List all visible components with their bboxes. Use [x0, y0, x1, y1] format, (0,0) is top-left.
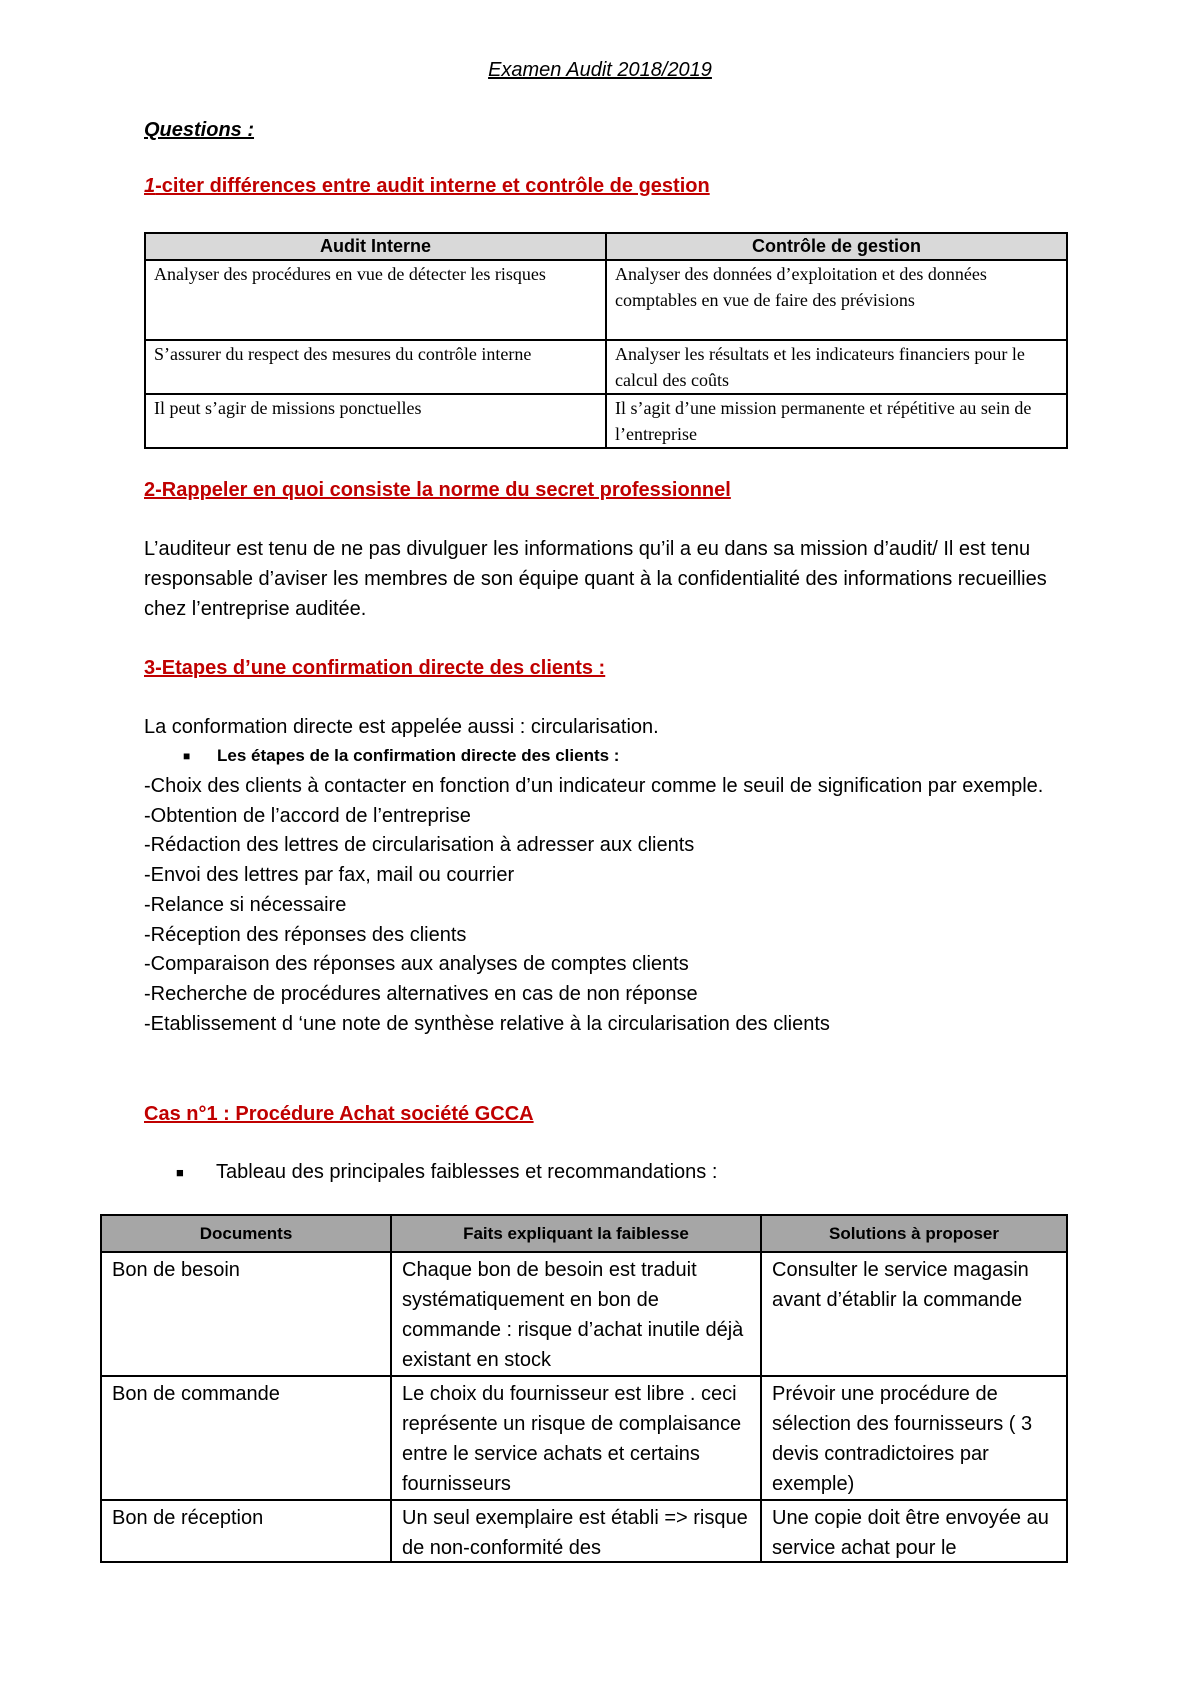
- table-header: Audit Interne: [145, 233, 606, 260]
- question-1-heading: [144, 172, 710, 200]
- list-item: -Relance si nécessaire: [144, 893, 347, 916]
- question-3-intro: La conformation directe est appelée aussi : circularisation.: [144, 716, 659, 738]
- table-cell: Consulter le service magasin avant d’établir la commande: [761, 1252, 1067, 1376]
- list-item: -Choix des clients à contacter en fonction d’un indicateur comme le seuil de signification par exemple.: [144, 775, 1044, 797]
- table-cell: Chaque bon de besoin est traduit systématiquement en bon de commande : risque d’achat inutile déjà existant en stock: [391, 1252, 761, 1376]
- table-cell: [761, 1500, 1067, 1562]
- question-1-number: 1: [144, 175, 156, 197]
- list-item: -Obtention de l’accord de l’entreprise: [144, 804, 471, 827]
- table-cell: S’assurer du respect des mesures du contrôle interne: [145, 340, 606, 394]
- table-header: Faits expliquant la faiblesse: [391, 1215, 761, 1252]
- cell-text: Bon de réception: [112, 1507, 264, 1529]
- table-cell: [391, 1500, 761, 1562]
- table-cell: Il peut s’agir de missions ponctuelles: [145, 394, 606, 448]
- question-2-answer: L’auditeur est tenu de ne pas divulguer les informations qu’il a eu dans sa mission d’audit/ Il est tenu responsable d’aviser les membres de son équipe quant à la confidentialité des informations recueillies chez l’entreprise auditée.: [144, 538, 1047, 620]
- case-1-bullet-text: Tableau des principales faiblesses et recommandations :: [216, 1161, 718, 1183]
- question-3-heading: 3-Etapes d’une confirmation directe des clients :: [144, 657, 606, 679]
- table-row: [145, 260, 1067, 340]
- table-header: Solutions à proposer: [761, 1215, 1067, 1252]
- bullet-square-icon: ■: [176, 1164, 184, 1180]
- cell-text: Une copie doit être envoyée au service achat pour le: [772, 1507, 1049, 1559]
- audit-vs-control-table: [144, 232, 1068, 449]
- list-item: -Réception des réponses des clients: [144, 923, 467, 946]
- weaknesses-recommendations-table: [100, 1214, 1068, 1563]
- list-item: -Rédaction des lettres de circularisation à adresser aux clients: [144, 834, 695, 857]
- table-header: Contrôle de gestion: [606, 233, 1067, 260]
- case-1-bullet: [176, 1157, 717, 1188]
- table-cell: Il s’agit d’une mission permanente et répétitive au sein de l’entreprise: [606, 394, 1067, 448]
- table-row: [101, 1252, 1067, 1376]
- table-row: [145, 394, 1067, 448]
- table-cell: Prévoir une procédure de sélection des fournisseurs ( 3 devis contradictoires par exemple): [761, 1376, 1067, 1500]
- confirmation-steps-list: [144, 772, 1064, 1039]
- case-1-heading: Cas n°1 : Procédure Achat société GCCA: [144, 1103, 534, 1125]
- table-row: [101, 1500, 1067, 1562]
- bullet-square-icon: ■: [183, 749, 191, 763]
- table-cell: Analyser les résultats et les indicateurs financiers pour le calcul des coûts: [606, 340, 1067, 394]
- table-cell: [101, 1500, 391, 1562]
- document-title: Examen Audit 2018/2019: [488, 59, 712, 81]
- table-row: [145, 340, 1067, 394]
- list-item: -Comparaison des réponses aux analyses de comptes clients: [144, 953, 689, 976]
- steps-bullet-label: Les étapes de la confirmation directe des clients :: [217, 746, 620, 765]
- table-cell: Le choix du fournisseur est libre . ceci représente un risque de complaisance entre le service achats et certains fournisseurs: [391, 1376, 761, 1500]
- table-cell: Analyser des données d’exploitation et des données comptables en vue de faire des prévisions: [606, 260, 1067, 340]
- list-item: -Envoi des lettres par fax, mail ou courrier: [144, 864, 515, 887]
- questions-label: Questions :: [144, 119, 255, 141]
- table-header: Documents: [101, 1215, 391, 1252]
- question-2-heading: 2-Rappeler en quoi consiste la norme du secret professionnel: [144, 479, 731, 501]
- cell-text: Un seul exemplaire est établi => risque de non-conformité des: [402, 1507, 748, 1559]
- list-item: -Recherche de procédures alternatives en cas de non réponse: [144, 982, 698, 1005]
- table-cell: Bon de commande: [101, 1376, 391, 1500]
- question-1-text: -citer différences entre audit interne et contrôle de gestion: [155, 175, 710, 197]
- table-cell: Bon de besoin: [101, 1252, 391, 1376]
- table-cell: Analyser des procédures en vue de détecter les risques: [145, 260, 606, 340]
- table-row: [101, 1376, 1067, 1500]
- list-item: -Etablissement d ‘une note de synthèse relative à la circularisation des clients: [144, 1012, 830, 1035]
